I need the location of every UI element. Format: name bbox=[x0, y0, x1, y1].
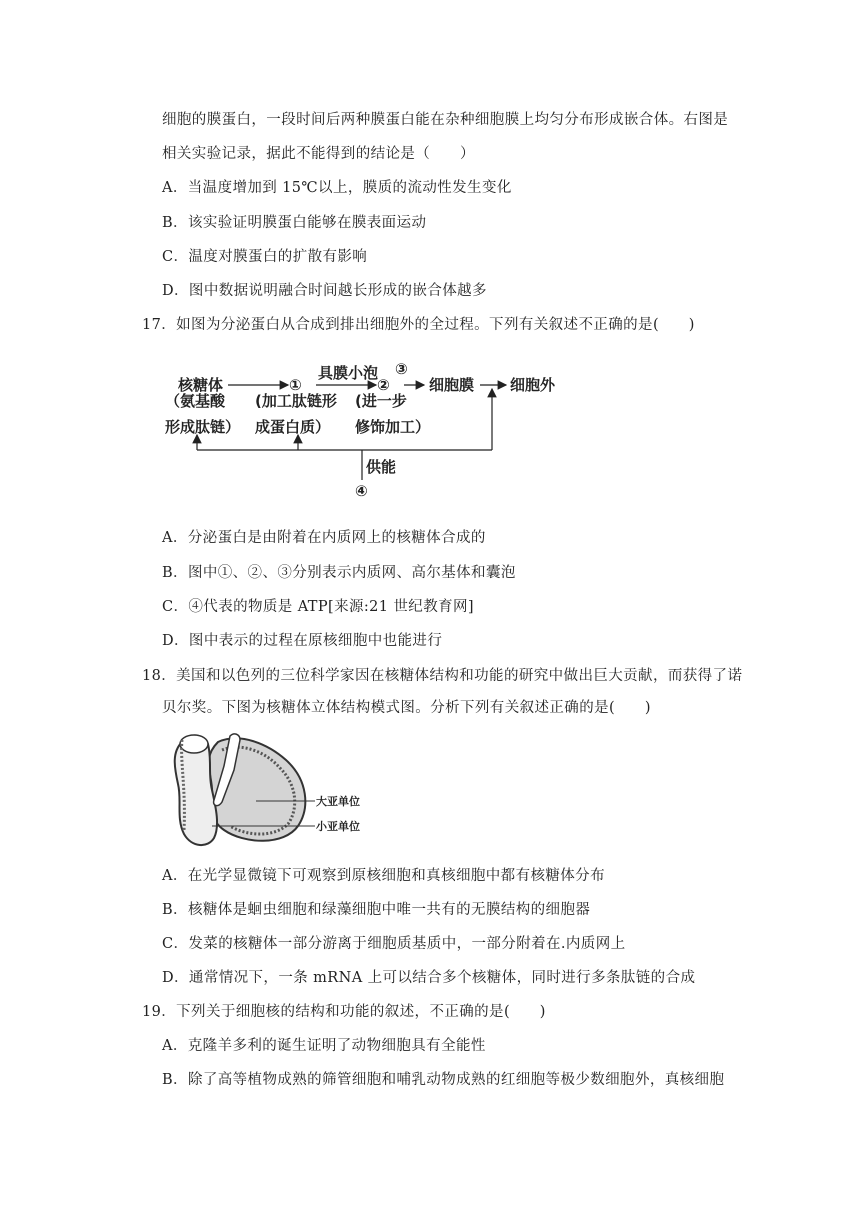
q18-stem-line1: 18．美国和以色列的三位科学家因在核糖体结构和功能的研究中做出巨大贡献，而获得了诺 bbox=[142, 668, 743, 684]
q17-option-b: B．图中①、②、③分别表示内质网、高尔基体和囊泡 bbox=[162, 565, 516, 581]
circle-1: ① bbox=[289, 376, 302, 394]
q16-option-b: B．该实验证明膜蛋白能够在膜表面运动 bbox=[162, 215, 427, 231]
circle-1-note-1: (加工肽链形 bbox=[255, 392, 337, 410]
ribosome-note-1: （氨基酸 bbox=[165, 392, 226, 410]
q18-stem-line2: 贝尔奖。下图为核糖体立体结构模式图。分析下列有关叙述正确的是( ) bbox=[162, 700, 651, 716]
small-subunit-label: 小亚单位 bbox=[316, 820, 360, 833]
q18-option-c: C．发菜的核糖体一部分游离于细胞质基质中，一部分附着在.内质网上 bbox=[162, 936, 626, 952]
q17-option-d: D．图中表示的过程在原核细胞中也能进行 bbox=[162, 633, 443, 649]
energy-label: 供能 bbox=[366, 458, 397, 476]
circle-2-note-1: (进一步 bbox=[355, 392, 407, 410]
circle-4: ④ bbox=[355, 482, 368, 500]
q18-option-b: B．核糖体是蛔虫细胞和绿藻细胞中唯一共有的无膜结构的细胞器 bbox=[162, 902, 591, 918]
q16-stem-line1: 细胞的膜蛋白，一段时间后两种膜蛋白能在杂种细胞膜上均匀分布形成嵌合体。右图是 bbox=[162, 112, 729, 128]
large-subunit-label: 大亚单位 bbox=[316, 795, 360, 808]
cell-outside-label: 细胞外 bbox=[510, 376, 556, 394]
ribosome-note-2: 形成肽链） bbox=[165, 418, 241, 436]
q18-option-a: A．在光学显微镜下可观察到原核细胞和真核细胞中都有核糖体分布 bbox=[162, 868, 605, 884]
q19-stem: 19．下列关于细胞核的结构和功能的叙述，不正确的是( ) bbox=[142, 1004, 546, 1020]
q19-option-a: A．克隆羊多利的诞生证明了动物细胞具有全能性 bbox=[162, 1038, 486, 1054]
q16-option-a: A．当温度增加到 15℃以上，膜质的流动性发生变化 bbox=[162, 180, 512, 196]
q19-option-b: B．除了高等植物成熟的筛管细胞和哺乳动物成熟的红细胞等极少数细胞外，真核细胞 bbox=[162, 1072, 725, 1088]
q16-option-c: C．温度对膜蛋白的扩散有影响 bbox=[162, 249, 368, 265]
circle-2: ② bbox=[377, 376, 390, 394]
q18-option-d: D．通常情况下，一条 mRNA 上可以结合多个核糖体，同时进行多条肽链的合成 bbox=[162, 970, 696, 986]
q17-option-a: A．分泌蛋白是由附着在内质网上的核糖体合成的 bbox=[162, 530, 486, 546]
q16-option-d: D．图中数据说明融合时间越长形成的嵌合体越多 bbox=[162, 283, 487, 299]
q17-stem: 17．如图为分泌蛋白从合成到排出细胞外的全过程。下列有关叙述不正确的是( ) bbox=[142, 317, 695, 333]
q16-stem-line2: 相关实验记录，据此不能得到的结论是（ ） bbox=[162, 146, 475, 162]
ribosome-label: 核糖体 bbox=[178, 376, 224, 394]
vesicle-label: 具膜小泡 bbox=[318, 364, 379, 382]
cell-membrane-label: 细胞膜 bbox=[429, 376, 475, 394]
q17-option-c: C．④代表的物质是 ATP[来源:21 世纪教育网] bbox=[162, 599, 474, 615]
circle-2-note-2: 修饰加工） bbox=[355, 418, 431, 436]
circle-1-note-2: 成蛋白质） bbox=[255, 418, 331, 436]
circle-3: ③ bbox=[395, 360, 408, 378]
